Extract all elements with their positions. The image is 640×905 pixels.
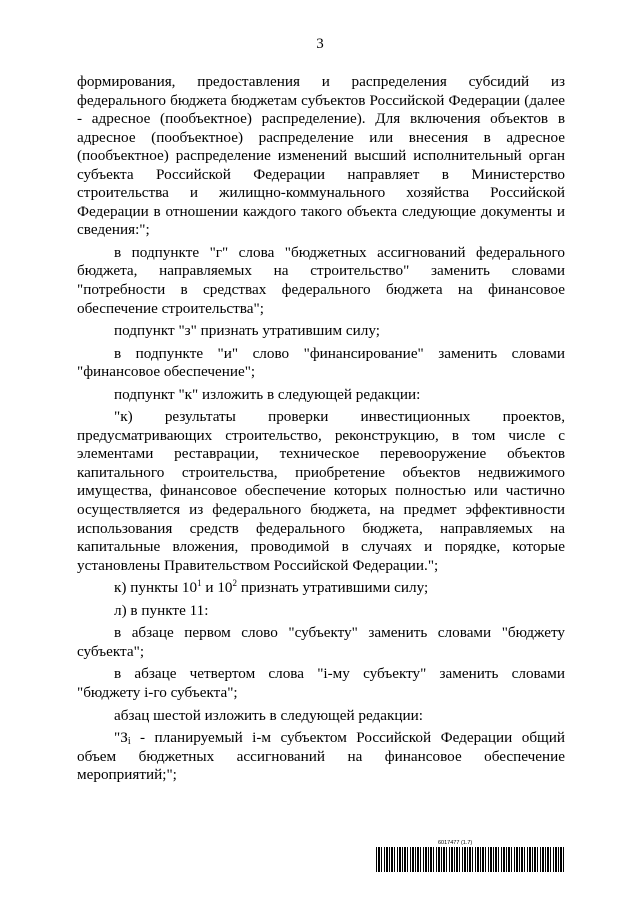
page-number: 3 (316, 36, 324, 52)
paragraph-subitem-k-intro: подпункт "к" изложить в следующей редакции: (114, 385, 421, 403)
paragraph-subitem-i: в подпункте "и" слово "финансирование" заменить словами "финансовое обеспечение"; (77, 344, 565, 381)
paragraph-subitem-z: подпункт "з" признать утратившим силу; (114, 322, 380, 340)
paragraph-abzac-4: в абзаце четвертом слова "i-му субъекту" заменить словами "бюджету i-го субъекта"; (77, 665, 565, 701)
item-k-middle: и 10 (201, 579, 233, 597)
formula-prefix: "З (114, 729, 128, 747)
paragraph-abzac-1: в абзаце первом слово "субъекту" заменить словами "бюджету субъекта"; (77, 624, 565, 660)
paragraph-formula-definition (77, 729, 565, 785)
paragraph-item-k (77, 579, 565, 598)
formula-subscript: i (127, 736, 131, 748)
paragraph-item-l: л) в пункте 11: (114, 601, 209, 619)
paragraph-abzac-6: абзац шестой изложить в следующей редакции: (114, 706, 423, 724)
paragraph-subitem-k-text: "к) результаты проверки инвестиционных проектов, предусматривающих строительство, реконструкцию, в том числе с элементами реставрации, техническое перевооружение объектов капитального строительства, приобретение объектов недвижимого имущества, финансовое обеспечение которых полностью или частично осуществляется из федерального бюджета, на предмет эффективности использования средств федерального бюджета, направляемых на капитальные вложения, проводимой в случаях и порядке, которые установлены Правительством Российской Федерации."; (77, 408, 565, 574)
item-k-sup-1: 1 (197, 578, 202, 589)
item-k-sup-2: 2 (232, 578, 238, 589)
item-k-suffix: признать утратившими силу; (237, 579, 429, 597)
formula-rest: - планируемый i-м субъектом Российской Федерации общий объем бюджетных ассигнований на финансовое обеспечение мероприятий;"; (77, 729, 565, 784)
paragraph-continuation: формирования, предоставления и распределения субсидий из федерального бюджета бюджетам субъектов Российской Федерации (далее - адресное (пообъектное) распределение). Для включения объектов в адресное (пообъектное) распределение или внесения в адресное (пообъектное) распределение изменений высший исполнительный орган субъекта Российской Федерации направляет в Министерство строительства и жилищно-коммунального хозяйства Российской Федерации в отношении каждого такого объекта следующие документы и сведения:"; (77, 73, 565, 239)
barcode (376, 847, 566, 872)
item-k-prefix: к) пункты 10 (114, 579, 198, 597)
paragraph-subitem-g: в подпункте "г" слова "бюджетных ассигнований федерального бюджета, направляемых на строительство" заменить словами "потребности в средствах федерального бюджета на финансовое обеспечение строительства"; (77, 243, 565, 317)
document-body (77, 73, 565, 785)
document-code: 6017477 (1.7) (438, 840, 473, 846)
